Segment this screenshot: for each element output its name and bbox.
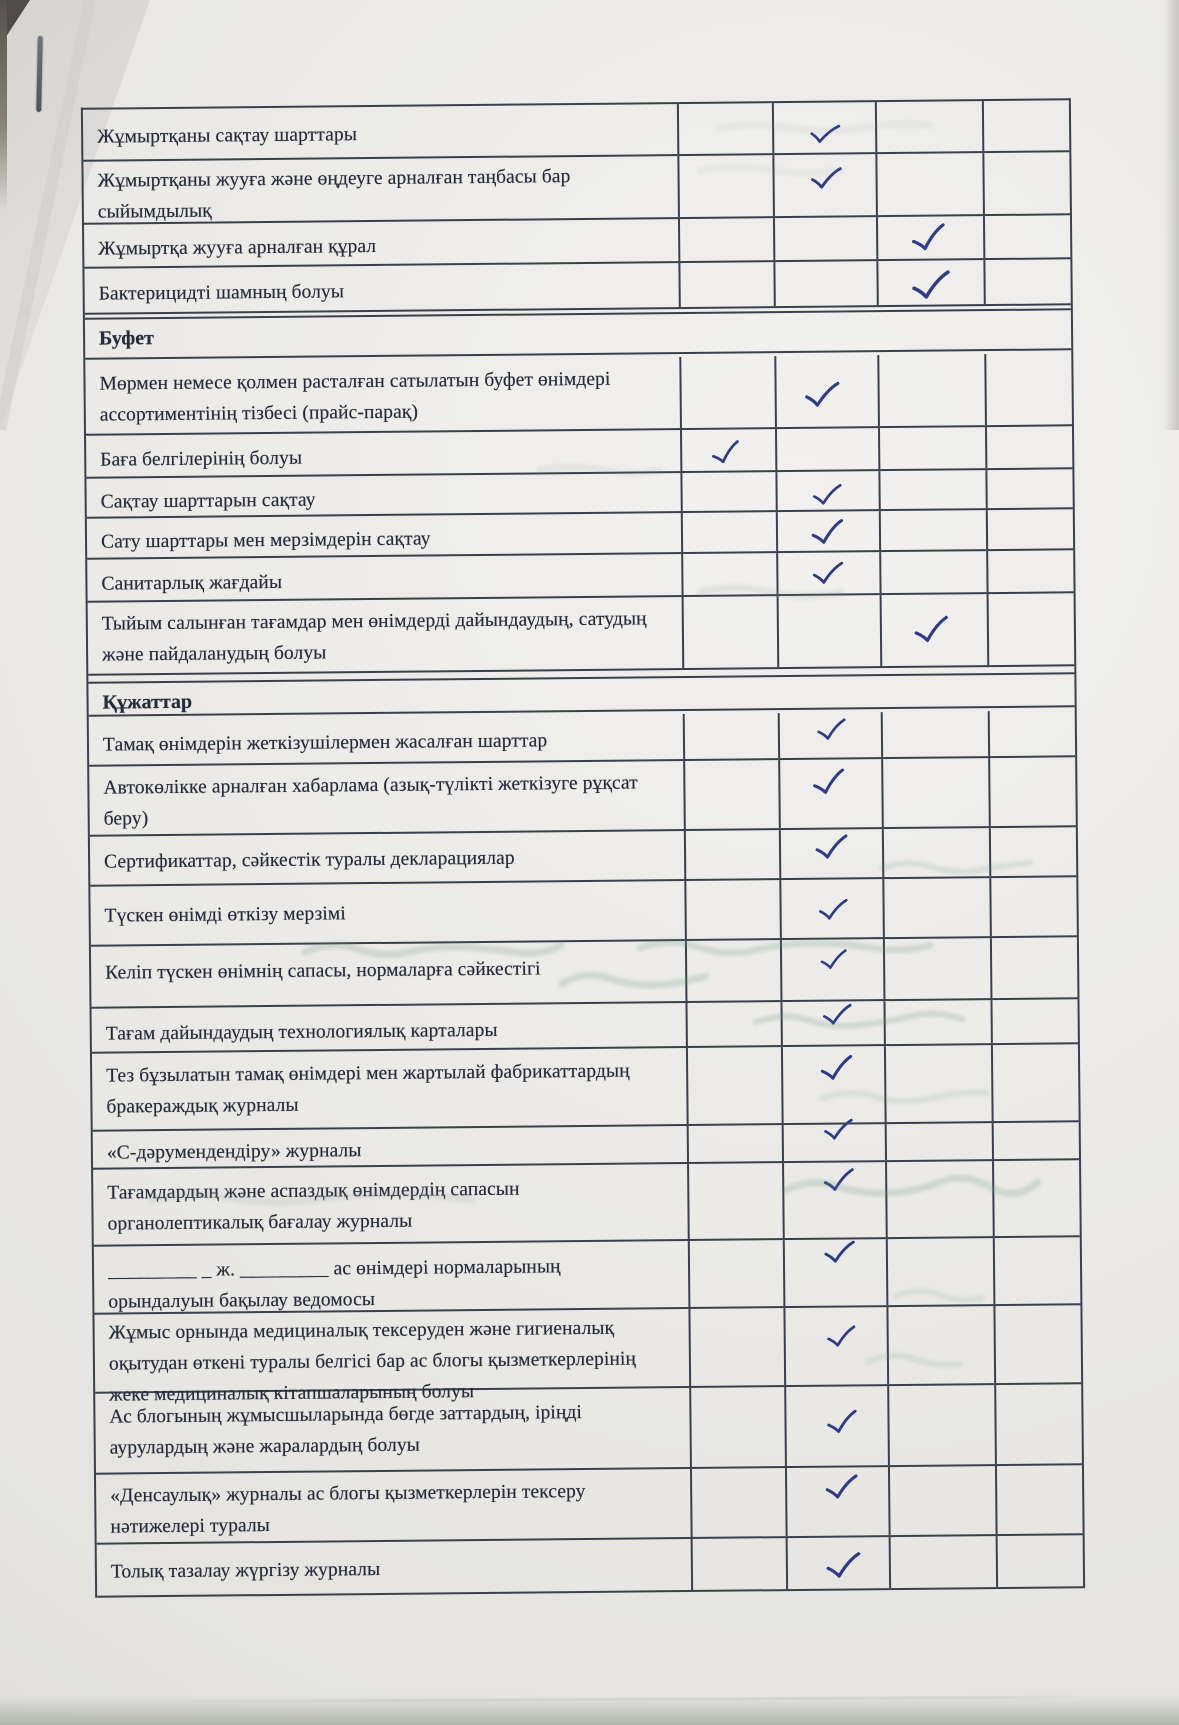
checkmark-icon	[813, 833, 850, 862]
checkmark-icon	[811, 482, 843, 506]
checkmark-icon	[822, 1117, 854, 1141]
section-row	[85, 308, 1071, 359]
check-cell-c4	[988, 757, 1076, 826]
item-row	[85, 353, 1072, 435]
item-label: Тыйым салынған тағамдар мен өнімдерді дайындаудың, сатудың және пайдаланудың болуы	[101, 608, 647, 666]
item-label: «Денсаулық» журналы ас блогы қызметкерлерін тексеру нәтижелері туралы	[110, 1481, 586, 1538]
checkmark-icon	[811, 560, 845, 585]
check-cell-c2	[773, 261, 876, 306]
check-cell-c2	[778, 712, 881, 758]
check-cell-c4	[995, 1465, 1083, 1534]
check-cell-c3	[885, 1161, 993, 1237]
check-cell-c3	[879, 510, 986, 550]
item-text-cell	[84, 263, 678, 313]
item-label: Тағамдардың және аспаздық өнімдердің сапасын органолептикалық бағалау журналы	[107, 1178, 520, 1235]
item-text-cell	[94, 1241, 689, 1313]
item-text-cell	[89, 761, 684, 835]
check-cell-c1	[677, 155, 773, 217]
check-cell-c2	[782, 1162, 886, 1238]
check-cell-c3	[880, 594, 988, 666]
check-cell-c2	[780, 1001, 883, 1045]
check-cell-c3	[882, 828, 989, 877]
check-cell-c4	[987, 593, 1075, 665]
checkmark-icon	[810, 767, 848, 798]
check-cell-c2	[778, 759, 882, 828]
check-cell-c1	[681, 512, 776, 552]
check-cell-c3	[876, 216, 983, 259]
check-cell-c3	[881, 711, 988, 757]
checklist-table	[81, 98, 1085, 1597]
item-label: Баға белгілерінің болуы	[100, 447, 303, 471]
item-label: Тағам дайындаудың технологиялық карталары	[105, 1019, 498, 1045]
item-row	[97, 1535, 1083, 1597]
check-cell-c4	[994, 1384, 1082, 1464]
item-text-cell	[85, 357, 680, 434]
checkmark-icon	[825, 1324, 857, 1349]
item-row	[94, 1305, 1081, 1406]
item-text-cell	[86, 430, 680, 477]
item-text-cell	[84, 219, 678, 267]
item-row	[90, 877, 1077, 946]
check-cell-c3	[889, 1536, 996, 1588]
check-cell-c4	[988, 710, 1075, 756]
check-cell-c1	[686, 1047, 782, 1124]
checkmark-icon	[810, 166, 843, 190]
item-label: Жұмыртқаны сақтау шарттары	[97, 124, 358, 148]
item-row	[89, 757, 1076, 836]
checkmark-icon	[809, 122, 840, 146]
section-title: Буфет	[98, 327, 154, 350]
check-cell-c3	[888, 1466, 996, 1535]
check-cell-c1	[680, 429, 775, 471]
item-text-cell	[92, 1048, 687, 1130]
item-row	[83, 152, 1070, 224]
check-cell-c1	[685, 1002, 780, 1046]
check-cell-c4	[986, 509, 1073, 549]
check-cell-c4	[993, 1237, 1081, 1304]
item-label: Сертификаттар, сәйкестік туралы декларациялар	[104, 847, 515, 873]
check-cell-c4	[996, 1535, 1083, 1587]
item-text-cell	[92, 1003, 686, 1052]
check-cell-c2	[772, 154, 876, 216]
checkmark-icon	[709, 439, 743, 467]
check-cell-c4	[982, 100, 1069, 151]
check-cell-c4	[990, 937, 1078, 998]
check-cell-c1	[683, 713, 778, 759]
check-cell-c3	[885, 1123, 992, 1160]
check-cell-c3	[881, 758, 989, 827]
check-cell-c4	[982, 152, 1070, 214]
item-text-cell	[95, 1388, 690, 1473]
check-cell-c1	[680, 472, 775, 511]
item-text-cell	[91, 941, 686, 1007]
check-cell-c3	[878, 427, 985, 469]
check-cell-c1	[678, 218, 773, 261]
check-cell-c2	[777, 595, 881, 667]
item-row	[91, 937, 1078, 1008]
item-row	[84, 259, 1070, 314]
item-row	[96, 1465, 1083, 1544]
check-cell-c1	[681, 553, 776, 595]
item-label: Бактерицидті шамның болуы	[98, 281, 345, 305]
check-cell-c2	[783, 1239, 887, 1306]
item-text-cell	[97, 1539, 691, 1596]
check-cell-c2	[779, 829, 882, 878]
check-cell-c1	[688, 1308, 784, 1386]
check-cell-c3	[876, 260, 983, 305]
item-text-cell	[83, 156, 678, 223]
item-text-cell	[93, 1164, 688, 1245]
check-cell-c3	[886, 1306, 994, 1384]
checkmark-icon	[824, 1551, 863, 1581]
item-text-cell	[89, 714, 683, 765]
checkmark-icon	[823, 1239, 857, 1264]
checkmark-icon	[912, 614, 951, 645]
check-cell-c1	[684, 880, 780, 939]
check-cell-c4	[986, 550, 1073, 592]
item-text-cell	[88, 597, 683, 674]
check-cell-c1	[687, 1163, 783, 1239]
check-cell-c2	[774, 355, 878, 427]
check-cell-c1	[684, 830, 779, 879]
check-cell-c2	[779, 879, 883, 938]
check-cell-c2	[783, 1307, 887, 1385]
item-text-cell	[90, 831, 684, 885]
item-row	[92, 1044, 1079, 1131]
item-label: Түскен өнімді өткізу мерзімі	[104, 903, 346, 927]
check-cell-c3	[883, 1000, 990, 1044]
check-cell-c2	[782, 1124, 885, 1161]
checkmark-icon	[817, 897, 849, 921]
item-label: Ас блогының жұмысшыларында бөгде заттардың, іріңді аурулардың және жаралардың болуы	[109, 1402, 583, 1459]
item-label: Санитарлық жағдайы	[101, 571, 283, 595]
item-label: Сату шарттары мен мерзімдерін сақтау	[100, 528, 431, 553]
check-cell-c4	[993, 1305, 1081, 1383]
check-cell-c1	[690, 1468, 786, 1537]
check-cell-c2	[772, 102, 875, 153]
check-cell-c2	[780, 939, 884, 1000]
item-label: Тез бұзылатын тамақ өнімдері мен жартылай фабрикаттардың бракераждық журналы	[106, 1060, 630, 1118]
checkmark-icon	[910, 268, 953, 301]
check-cell-c4	[985, 426, 1072, 468]
check-cell-c3	[883, 938, 991, 999]
item-label: Автокөлікке арналған хабарлама (азық-түлікті жеткізуге рұқсат беру)	[103, 772, 638, 830]
check-cell-c3	[877, 354, 985, 426]
check-cell-c3	[882, 878, 990, 937]
check-cell-c1	[691, 1538, 786, 1590]
item-row	[94, 1237, 1081, 1314]
item-text-cell	[83, 104, 677, 160]
check-cell-c1	[679, 356, 775, 428]
check-cell-c2	[775, 471, 878, 510]
check-cell-c2	[786, 1537, 889, 1589]
checkmark-icon	[815, 717, 847, 742]
checkmark-icon	[818, 1053, 855, 1083]
check-cell-c4	[983, 215, 1070, 258]
item-text-cell	[87, 554, 681, 601]
item-text-cell	[90, 881, 685, 945]
check-cell-c2	[784, 1386, 888, 1466]
check-cell-c1	[688, 1240, 784, 1307]
item-label: Жұмыртқаны жууға және өңдеуге арналған таңбасы бар сыйымдылық	[97, 166, 571, 223]
check-cell-c3	[878, 470, 985, 509]
check-cell-c3	[886, 1238, 994, 1305]
checkmark-icon	[909, 222, 949, 254]
section-title: Құжаттар	[102, 690, 193, 714]
check-cell-c4	[989, 827, 1076, 876]
check-cell-c4	[991, 1044, 1079, 1121]
item-text-cell	[87, 513, 681, 558]
checkmark-icon	[824, 1408, 859, 1436]
check-cell-c4	[985, 469, 1072, 508]
item-text-cell	[94, 1309, 689, 1406]
item-label: Толық тазалау жүргізу журналы	[110, 1558, 381, 1583]
item-text-cell	[96, 1469, 691, 1543]
check-cell-c2	[775, 428, 878, 470]
right-paper-edge-shadow	[1163, 0, 1179, 430]
item-label: Жұмыртқа жууға арналған құрал	[98, 235, 377, 260]
check-cell-c3	[875, 101, 982, 152]
check-cell-c1	[687, 1125, 782, 1162]
check-cell-c2	[776, 552, 879, 594]
item-text-cell	[93, 1126, 687, 1168]
item-label: «С-дәрумендендіру» журналы	[106, 1140, 362, 1164]
checkmark-icon	[803, 380, 841, 409]
checkmark-icon	[823, 1473, 860, 1502]
item-row	[83, 100, 1069, 161]
checkmark-icon	[821, 1002, 853, 1026]
check-cell-c2	[773, 217, 876, 260]
check-cell-c1	[685, 940, 781, 1001]
item-label: Тамақ өнімдерін жеткізушілермен жасалған шарттар	[102, 730, 548, 756]
check-cell-c3	[875, 153, 983, 215]
check-cell-c4	[992, 1160, 1080, 1236]
check-cell-c1	[678, 262, 773, 307]
item-text-cell	[86, 473, 680, 517]
check-cell-c1	[683, 760, 779, 829]
check-cell-c1	[682, 596, 778, 668]
check-cell-c2	[776, 511, 879, 551]
check-cell-c3	[879, 551, 986, 593]
item-label: Сақтау шарттарын сақтау	[100, 489, 316, 513]
checkmark-icon	[809, 517, 846, 547]
section-row	[88, 672, 1074, 716]
item-label: Жұмыс орнында медициналық тексеруден және гигиеналық оқытудан өткені туралы белгісі бар ас блогы қызметкерлерінің жеке медициналық кітапшаларының болуы	[108, 1317, 637, 1406]
item-label: Мөрмен немесе қолмен расталған сатылатын буфет өнімдері ассортиментінің тізбесі (прайс-парақ)	[99, 368, 611, 426]
check-cell-c2	[785, 1467, 889, 1536]
check-cell-c4	[983, 259, 1070, 304]
check-cell-c4	[992, 1122, 1079, 1159]
check-cell-c4	[984, 353, 1072, 425]
check-cell-c4	[990, 999, 1077, 1043]
check-cell-c3	[884, 1045, 992, 1122]
photo-bottom-shadow	[0, 1695, 1179, 1725]
checkmark-icon	[821, 1167, 855, 1194]
item-label: Келіп түскен өнімнің сапасы, нормаларға сәйкестігі	[105, 958, 541, 984]
check-cell-c2	[781, 1046, 885, 1123]
check-cell-c3	[887, 1385, 995, 1465]
item-row	[95, 1384, 1082, 1474]
check-cell-c1	[677, 103, 772, 154]
item-row	[88, 593, 1075, 675]
check-cell-c4	[989, 877, 1077, 936]
item-row	[93, 1160, 1080, 1246]
item-label: _________ _ ж. _________ ас өнімдері нормаларының орындалуын бақылау ведомосы	[107, 1256, 561, 1313]
check-cell-c1	[689, 1387, 785, 1467]
page-edge-shadow	[0, 0, 7, 210]
checkmark-icon	[819, 948, 849, 971]
